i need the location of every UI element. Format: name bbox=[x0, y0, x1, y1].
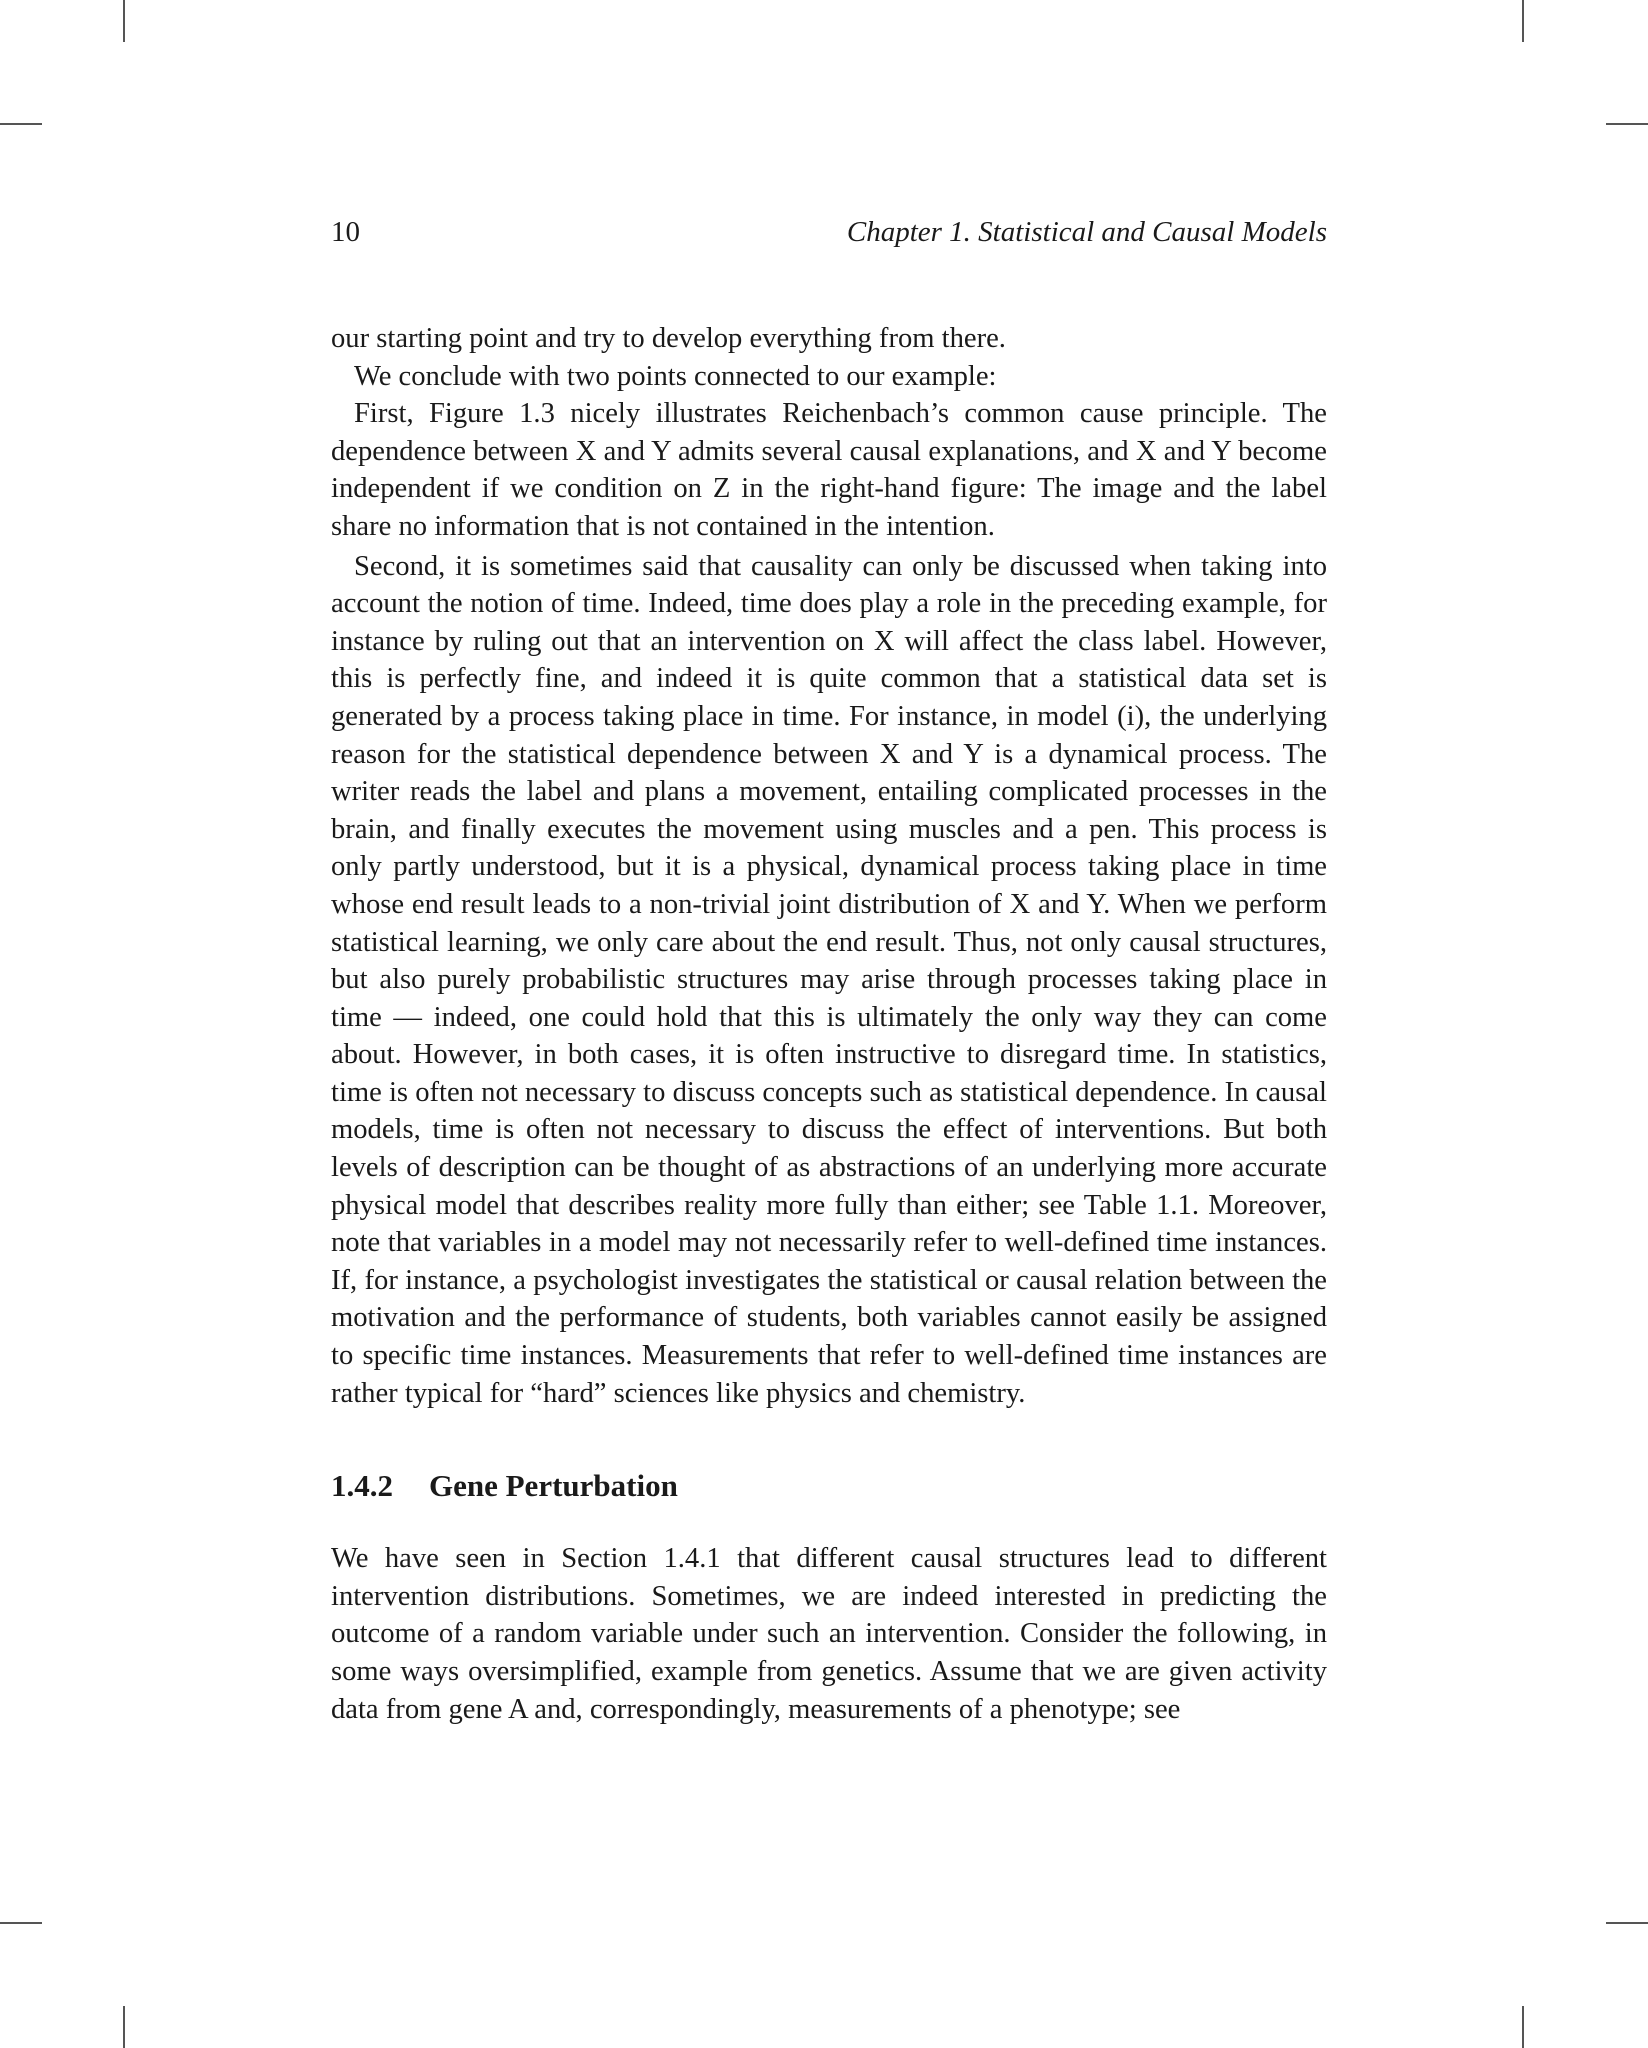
paragraph: We conclude with two points connected to our example: bbox=[354, 360, 997, 392]
crop-mark bbox=[1606, 1922, 1648, 1924]
crop-mark bbox=[0, 1922, 42, 1924]
crop-mark bbox=[1606, 123, 1648, 125]
page-header bbox=[331, 210, 1327, 254]
paragraph: Second, it is sometimes said that causality can only be discussed when taking into account the notion of time. Indeed, time does play a role in the preceding example, for instance by ruling out that an intervention on X will affect the class label. However, this is perfectly fine, and indeed it is quite common that a statistical data set is generated by a process taking place in time. For instance, in model (i), the underlying reason for the statistical dependence between X and Y is a dynamical process. The writer reads the label and plans a movement, entailing complicated processes in the brain, and finally executes the movement using muscles and a pen. This process is only partly understood, but it is a physical, dynamical process taking place in time whose end result leads to a non-trivial joint distribution of X and Y. When we perform statistical learning, we only care about the end result. Thus, not only causal structures, but also purely probabilistic structures may arise through processes taking place in time — indeed, one could hold that this is ultimately the only way they can come about. However, in both cases, it is often instructive to disregard time. In statistics, time is often not necessary to discuss concepts such as statistical dependence. In causal models, time is often not necessary to discuss the effect of interventions. But both levels of description can be thought of as abstractions of an underlying more accurate physical model that describes reality more fully than either; see Table 1.1. Moreover, note that variables in a model may not necessarily refer to well-defined time instances. If, for instance, a psychologist investigates the statistical or causal relation between the motivation and the performance of students, both variables cannot easily be assigned to specific time instances. Measurements that refer to well-defined time instances are rather typical for “hard” sciences like physics and chemistry. bbox=[331, 550, 1327, 1409]
crop-mark bbox=[1522, 0, 1524, 42]
crop-mark bbox=[0, 123, 42, 125]
section-heading bbox=[331, 1466, 1327, 1506]
page-number: 10 bbox=[331, 216, 360, 248]
crop-mark bbox=[1522, 2006, 1524, 2048]
section-number: 1.4.2 bbox=[331, 1468, 393, 1504]
running-head: Chapter 1. Statistical and Causal Models bbox=[846, 216, 1327, 248]
crop-mark bbox=[123, 2006, 125, 2048]
paragraph: our starting point and try to develop everything from there. bbox=[331, 323, 1006, 354]
paragraph: First, Figure 1.3 nicely illustrates Reichenbach’s common cause principle. The dependence between X and Y admits several causal explanations, and X and Y become independent if we condition on Z in the right-hand figure: The image and the label share no information that is not contained in the intention. bbox=[331, 398, 1327, 542]
crop-mark bbox=[123, 0, 125, 42]
paragraph: We have seen in Section 1.4.1 that different causal structures lead to different intervention distributions. Sometimes, we are indeed interested in predicting the outcome of a random variable under such an intervention. Consider the following, in some ways oversimplified, example from genetics. Assume that we are given activity data from gene A and, correspondingly, measurements of a phenotype; see bbox=[331, 1543, 1327, 1725]
body-text bbox=[331, 320, 1327, 1728]
section-title: Gene Perturbation bbox=[429, 1468, 678, 1504]
